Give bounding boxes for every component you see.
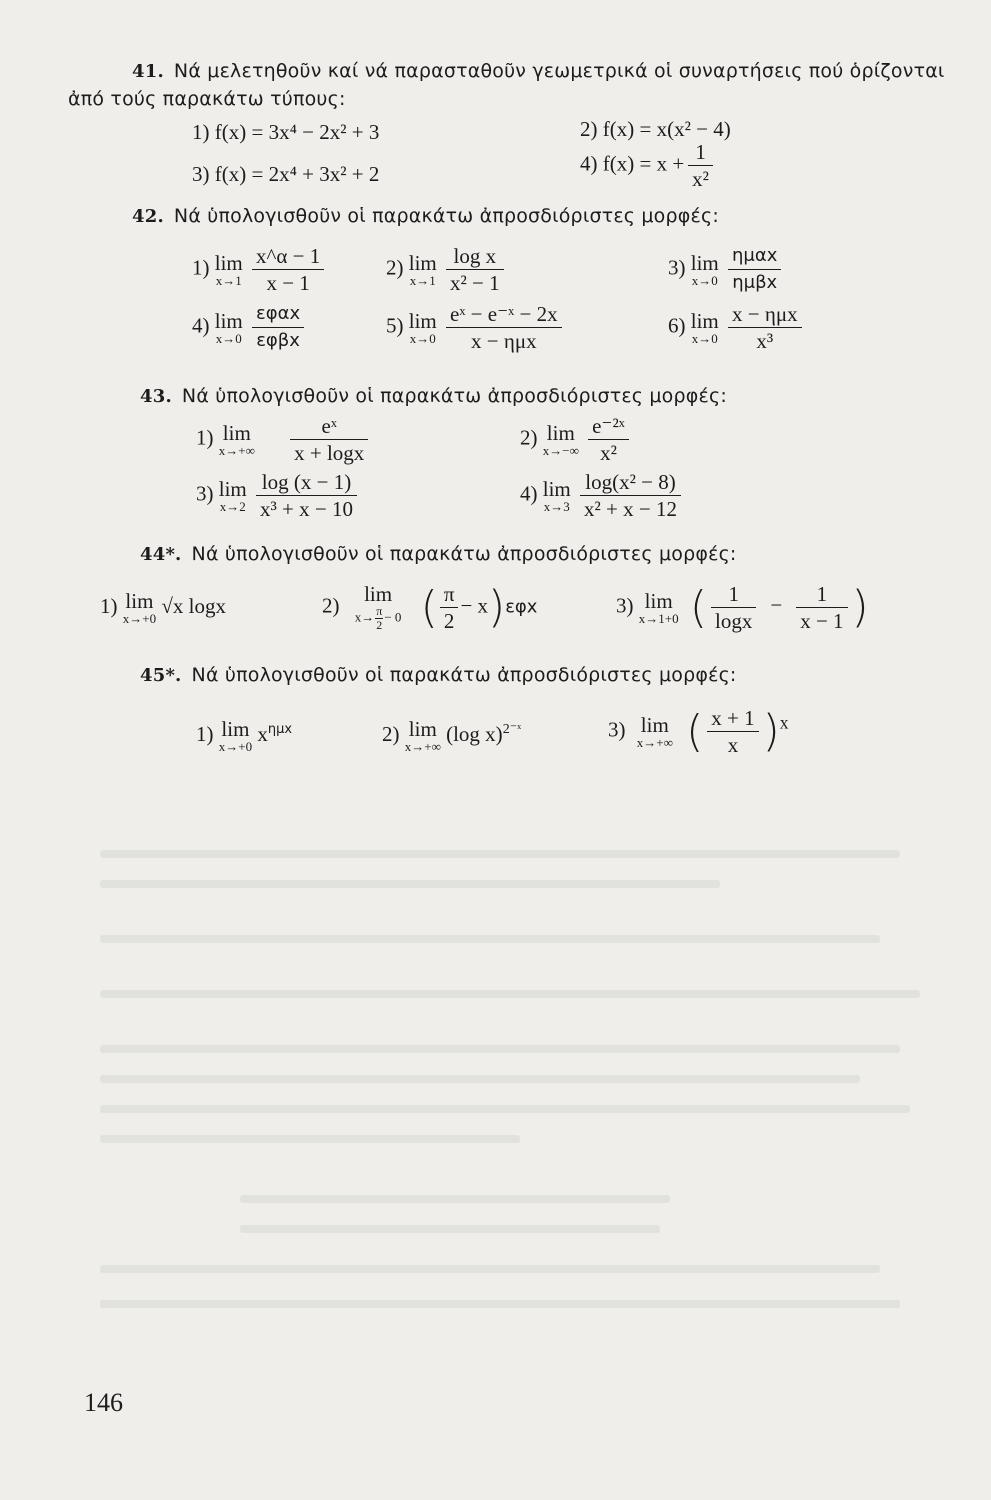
ex42-item-1: 1) lim x→1 $\frac{x\^{}\alpha - 1}{x - 1}$ [192, 244, 328, 295]
ex44-item-2: 2) lim x→ $\frac{\pi}{2}$ − 0 ( $\frac{\pi}{2}$ − x)εφx [322, 581, 538, 633]
ex43-item-2: 2) lim x→−∞ $\frac{\text{e⁻²ˣ}}{\text{x²}}$ [520, 414, 633, 465]
exercise-42-heading: 42. Νά ὑπολογισθοῦν οἱ παρακάτω ἀπροσδιόριστες μορφές: [132, 205, 719, 227]
ex42-item-2: 2) lim x→1 $\frac{\text{log x}}{\text{x² − 1}}$ [386, 244, 508, 295]
ex41-item-2: 2) f(x) = x(x² − 4) [580, 117, 731, 141]
ex43-item-4: 4) lim x→3 $\frac{\text{log(x² − 8)}}{\text{x² + x − 12}}$ [520, 470, 685, 521]
exercise-41-heading [132, 60, 962, 82]
exercise-45-heading: 45*. Νά ὑπολογισθοῦν οἱ παρακάτω ἀπροσδιόριστες μορφές: [140, 664, 737, 686]
ex44-item-3: 3) lim x→1+0 ( $\frac{1}{\log x}$ − $\frac{1}{x - 1}$ ) [616, 581, 869, 633]
ex42-item-3: 3) lim x→0 $\frac{\text{ημαx}}{\text{ημβx}}$ [668, 244, 785, 295]
exercise-number: 41. [132, 61, 164, 82]
ex45-item-1: 1) lim x→+0 $x^{\eta\mu x}$ [196, 717, 293, 754]
ex41-item-3: 3) f(x) = 2x⁴ + 3x² + 2 [192, 162, 380, 186]
exercise-text: Νά μελετηθοῦν καί νά παρασταθοῦν γεωμετρικά οἱ συναρτήσεις πού ὁρίζονται [173, 60, 945, 82]
ex44-item-1: 1) lim x→+0 √x logx [100, 589, 226, 626]
exercise-43-heading: 43. Νά ὑπολογισθοῦν οἱ παρακάτω ἀπροσδιόριστες μορφές: [140, 385, 727, 407]
ex45-item-2: 2) lim x→+∞ (log x)$^{2^-ˣ}$ [382, 717, 522, 754]
exercise-41-heading-cont: ἀπό τούς παρακάτω τύπους: [68, 88, 346, 110]
ex41-item-1: 1) f(x) = 3x⁴ − 2x² + 3 [192, 120, 380, 144]
ex41-item-4: 4) f(x) = x + $\frac{1}{\text{x²}}$ [580, 140, 717, 191]
ex45-item-3: 3) lim x→+∞ ( $\frac{x + 1}{x}$ )$^x$ [608, 705, 789, 757]
ex43-item-1: 1) lim x→+∞ $\frac{\text{eˣ}}{x + \log x}$ [196, 414, 372, 465]
exercise-44-heading: 44*. Νά ὑπολογισθοῦν οἱ παρακάτω ἀπροσδιόριστες μορφές: [140, 543, 737, 565]
ex42-item-5: 5) lim x→0 $\frac{\text{eˣ − e⁻ˣ − 2x}}{\text{x − ημx}}$ [386, 302, 566, 353]
ex43-item-3: 3) lim x→2 $\frac{\log (x - 1)}{\text{x³ + x − 10}}$ [196, 470, 361, 521]
ex42-item-4: 4) lim x→0 $\frac{\text{εφαx}}{\text{εφβx}}$ [192, 302, 308, 353]
ex42-item-6: 6) lim x→0 $\frac{\text{x − ημx}}{\text{x³}}$ [668, 302, 806, 353]
page-number: 146 [84, 1388, 123, 1417]
